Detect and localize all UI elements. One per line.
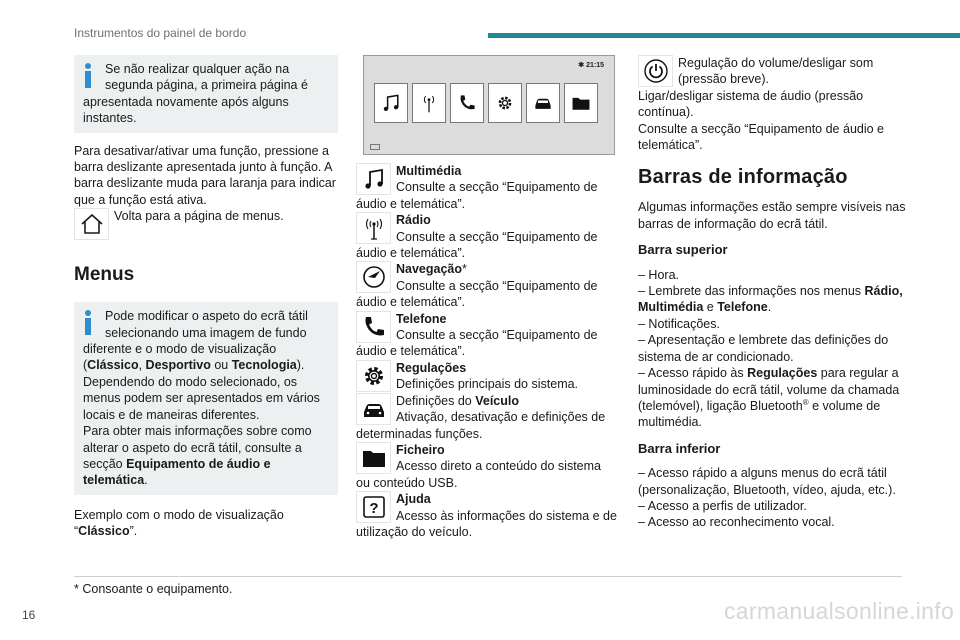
info-note-text: Pode modificar o aspeto do ecrã tátil selecionando uma imagem de fundo diferente e o modo de visualização (Clássico, Desportivo ou Tecnologia). Dependendo do modo selecionado, os menus podem ser apresentados em vários locais e de maneiras diferentes.	[83, 309, 320, 422]
list-item: – Apresentação e lembrete das definições do sistema de ar condicionado.	[638, 333, 889, 364]
info-note	[74, 55, 338, 133]
power-text: Regulação do volume/desligar som (pressão breve).	[678, 56, 874, 87]
menu-item-multimedia	[356, 163, 618, 212]
menu-item-text: Consulte a secção “Equipamento de áudio e telemática”.	[356, 328, 598, 359]
column-right	[638, 55, 906, 531]
car-icon	[356, 393, 391, 425]
menu-item-text: Consulte a secção “Equipamento de áudio e telemática”.	[356, 278, 598, 310]
column-middle	[356, 55, 618, 540]
folder-icon	[356, 442, 391, 474]
list-item: – Lembrete das informações nos menus Rádio, Multimédia e Telefone.	[638, 284, 903, 315]
power-icon	[638, 55, 673, 87]
example-caption: Exemplo com o modo de visualização “Clássico”.	[74, 507, 284, 539]
menu-item-radio	[356, 212, 618, 261]
section-heading-info-bars: Barras de informação	[638, 166, 848, 189]
tile-phone	[450, 83, 484, 123]
menu-item-text: Consulte a secção “Equipamento de áudio e telemática”.	[356, 180, 598, 211]
menu-item-title: Regulações	[396, 360, 467, 375]
menu-item-file	[356, 442, 618, 491]
list-item: – Acesso rápido a alguns menus do ecrã tátil (personalização, Bluetooth, vídeo, ajuda, etc.).	[638, 466, 896, 497]
paragraph-text: Algumas informações estão sempre visíveis nas barras de informação do ecrã tátil.	[638, 200, 906, 231]
tile-file	[564, 83, 598, 123]
subheading-top-bar: Barra superior	[638, 242, 728, 258]
menu-item-title: Ajuda	[396, 492, 431, 507]
phone-icon	[456, 92, 478, 114]
menu-item-vehicle	[356, 393, 618, 442]
menu-item-help	[356, 491, 618, 540]
menu-item-text: Ativação, desativação e definições de determinadas funções.	[356, 410, 606, 441]
home-row	[74, 208, 338, 240]
menu-item-title: Telefone	[396, 311, 447, 326]
section-heading-menus: Menus	[74, 264, 135, 286]
menu-item-title: Multimédia	[396, 164, 462, 178]
gear-icon	[494, 92, 516, 114]
list-item: – Acesso a perfis de utilizador.	[638, 498, 807, 513]
menu-item-phone	[356, 311, 618, 360]
gear-icon	[356, 360, 391, 392]
info-note	[74, 302, 338, 494]
watermark: carmanualsonline.info	[724, 598, 955, 624]
help-icon	[356, 491, 391, 523]
power-text: Consulte a secção “Equipamento de áudio e telemática”.	[638, 121, 884, 153]
music-note-icon	[380, 92, 402, 114]
menu-item-text: Definições principais do sistema.	[396, 377, 579, 392]
tile-radio	[412, 83, 446, 123]
navigation-icon	[356, 261, 391, 293]
footnote-divider	[74, 576, 902, 577]
running-header: Instrumentos do painel de bordo	[74, 26, 247, 40]
info-icon	[83, 310, 93, 336]
header-accent-bar	[488, 33, 960, 38]
touchscreen-illustration	[363, 55, 615, 155]
info-note-text: Para obter mais informações sobre como alterar o aspeto do ecrã tátil, consulte a secção Equipamento de áudio e telemática.	[83, 424, 312, 488]
menu-item-title: Navegação	[396, 262, 463, 277]
info-icon	[83, 63, 93, 89]
list-item: – Notificações.	[638, 316, 720, 331]
info-note-text: Se não realizar qualquer ação na segunda página, a primeira página é apresentada novamente após alguns instantes.	[83, 62, 308, 126]
list-item: – Hora.	[638, 267, 679, 282]
power-button-row	[638, 55, 906, 153]
page-number: 16	[22, 608, 36, 622]
home-icon	[74, 208, 109, 240]
tile-settings	[488, 83, 522, 123]
screen-clock: ✱ 21:15	[578, 62, 604, 69]
paragraph-text: Para desativar/ativar uma função, pressione a barra deslizante apresentada junto à função. A barra deslizante muda para laranja para indicar que a função está ativa.	[74, 143, 336, 207]
menu-item-prefix: Definições do	[396, 393, 476, 408]
menu-item-text: Acesso direto a conteúdo do sistema ou conteúdo USB.	[356, 459, 601, 490]
car-icon	[532, 92, 554, 114]
phone-icon	[356, 311, 391, 343]
menu-item-title: Veículo	[475, 393, 519, 408]
screen-bottom-button	[370, 144, 380, 150]
paragraph	[74, 143, 338, 209]
list-item: – Acesso rápido às Regulações para regular a luminosidade do ecrã tátil, volume da chamada (telemóvel), ligação Bluetooth® e volume de multimédia.	[638, 366, 900, 430]
menu-item-text: Consulte a secção “Equipamento de áudio e telemática”.	[356, 229, 598, 261]
list-item: – Acesso ao reconhecimento vocal.	[638, 515, 835, 530]
menu-item-navigation	[356, 261, 618, 310]
menu-item-title: Ficheiro	[396, 442, 445, 457]
menu-item-settings	[356, 360, 618, 393]
footnote-marker: *	[462, 262, 467, 277]
menu-item-text: Acesso às informações do sistema e de utilização do veículo.	[356, 508, 617, 539]
svg-text:?: ?	[368, 500, 379, 518]
menu-item-title: Rádio	[396, 213, 431, 228]
radio-antenna-icon	[356, 212, 391, 244]
paragraph	[74, 507, 338, 540]
screen-menu-tiles	[374, 83, 598, 123]
subheading-bottom-bar: Barra inferior	[638, 440, 721, 456]
power-text: Ligar/desligar sistema de áudio (pressão contínua).	[638, 88, 864, 120]
footnote: * Consoante o equipamento.	[74, 582, 233, 596]
radio-antenna-icon	[418, 92, 440, 114]
folder-icon	[570, 92, 592, 114]
tile-multimedia	[374, 83, 408, 123]
tile-vehicle	[526, 83, 560, 123]
music-note-icon	[356, 163, 391, 195]
column-left	[74, 55, 338, 540]
home-text: Volta para a página de menus.	[114, 209, 284, 224]
